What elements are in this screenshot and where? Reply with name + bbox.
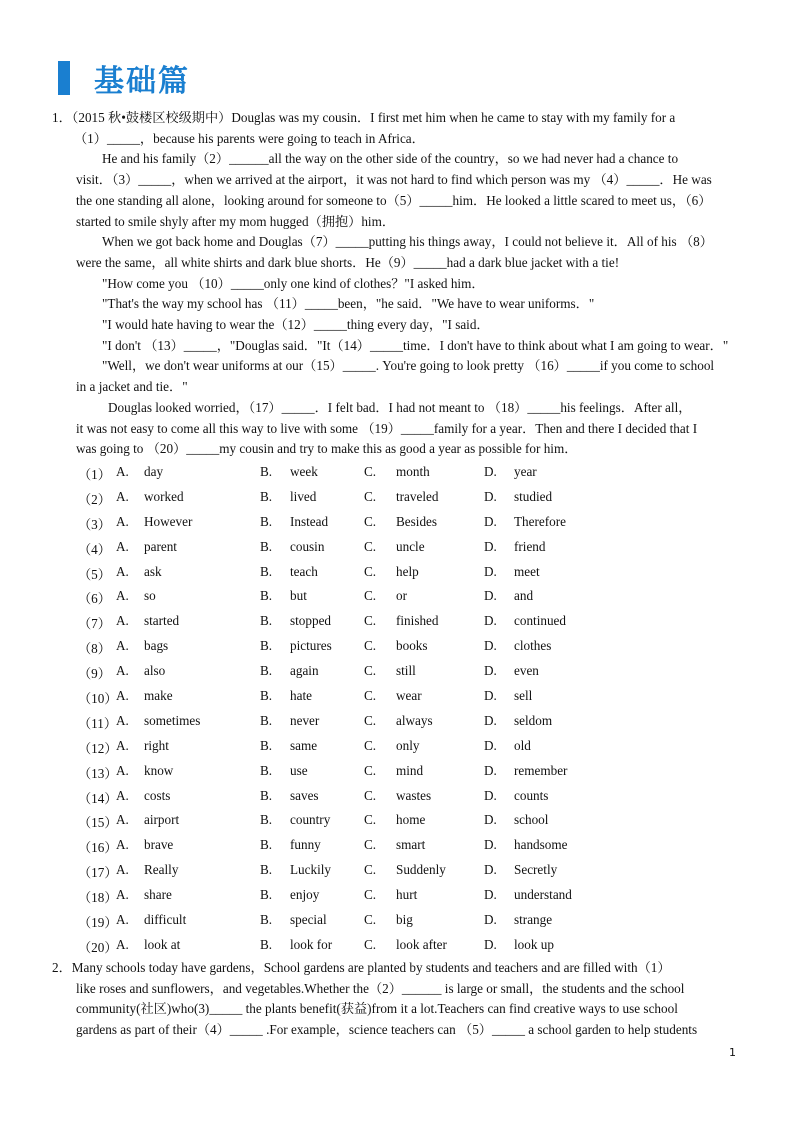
option-label-d: D.: [484, 488, 497, 504]
option-d: look up: [514, 936, 554, 952]
option-label-b: B.: [260, 912, 273, 928]
option-label-d: D.: [484, 663, 497, 679]
option-label-b: B.: [260, 638, 273, 654]
option-label-b: B.: [260, 862, 273, 878]
option-a: so: [144, 588, 156, 604]
option-label-d: D.: [484, 887, 497, 903]
option-label-a: A.: [116, 464, 129, 479]
option-label-b: B.: [260, 588, 273, 604]
option-d: friend: [514, 538, 546, 554]
option-row: [78, 588, 738, 613]
option-label-a: A.: [116, 638, 129, 654]
option-label-b: B.: [260, 663, 273, 679]
option-label-b: B.: [260, 737, 273, 753]
option-d: seldom: [514, 712, 553, 728]
option-number: （18）: [78, 890, 118, 906]
option-label-a: A.: [116, 862, 129, 878]
option-c: look after: [396, 936, 447, 952]
option-label-d: D.: [484, 513, 497, 529]
option-a: costs: [144, 787, 171, 803]
option-label-c: C.: [364, 862, 377, 878]
option-number: （8）: [78, 641, 111, 657]
option-label-a: A.: [116, 563, 129, 579]
option-row: [78, 763, 738, 788]
option-a: make: [144, 688, 173, 704]
option-row: [78, 738, 738, 763]
option-b: never: [290, 712, 320, 728]
q1-line-5: started to smile shyly after my mom hugged（拥抱）him．: [76, 213, 396, 229]
option-number: （20）: [78, 939, 118, 955]
option-c: mind: [396, 762, 424, 778]
option-number: （5）: [78, 566, 111, 582]
option-a: difficult: [144, 912, 187, 928]
option-number: （1）: [78, 467, 111, 482]
option-number: （4）: [78, 541, 111, 557]
q1-line-15: it was not easy to come all this way to live with some （19）_____family for a year．Then and there I decided that I: [76, 420, 698, 436]
option-a: also: [144, 663, 166, 679]
option-d: handsome: [514, 837, 568, 853]
option-b: week: [290, 464, 318, 479]
option-label-d: D.: [484, 862, 497, 878]
q1-line-12: "Well，we don't wear uniforms at our（15）_____. You're going to look pretty （16）_____if you come to school: [102, 358, 715, 374]
option-label-c: C.: [364, 488, 377, 504]
option-label-d: D.: [484, 563, 497, 579]
option-d: Therefore: [514, 513, 566, 529]
option-number: （14）: [78, 790, 118, 806]
option-row: [78, 837, 738, 862]
option-c: uncle: [396, 538, 425, 554]
q1-line-4: the one standing all alone，looking around for someone to（5）_____him．He looked a little scared to meet us，（6）: [76, 192, 712, 208]
option-row: [78, 514, 738, 539]
option-label-d: D.: [484, 688, 497, 704]
option-b: cousin: [290, 538, 325, 554]
option-label-b: B.: [260, 513, 273, 529]
option-b: lived: [290, 488, 317, 504]
q1-line-7: were the same，all white shirts and dark blue shorts．He（9）_____had a dark blue jacket with a tie!: [76, 254, 620, 270]
option-label-b: B.: [260, 613, 273, 629]
option-label-c: C.: [364, 688, 377, 704]
option-c: Besides: [396, 513, 438, 529]
option-label-c: C.: [364, 712, 377, 728]
option-a: brave: [144, 837, 174, 853]
option-d: old: [514, 737, 531, 753]
option-row: [78, 887, 738, 912]
option-c: still: [396, 663, 416, 679]
q1-line-1: （1）_____，because his parents were going to teach in Africa．: [74, 130, 425, 146]
option-label-b: B.: [260, 464, 273, 479]
option-label-a: A.: [116, 513, 129, 529]
option-a: bags: [144, 638, 169, 654]
option-label-c: C.: [364, 936, 377, 952]
option-row: [78, 613, 738, 638]
option-label-d: D.: [484, 538, 497, 554]
option-label-b: B.: [260, 812, 273, 828]
option-b: hate: [290, 688, 312, 704]
option-label-a: A.: [116, 936, 129, 952]
option-label-d: D.: [484, 787, 497, 803]
option-label-c: C.: [364, 464, 377, 479]
option-label-d: D.: [484, 464, 497, 479]
option-c: or: [396, 588, 407, 604]
option-label-d: D.: [484, 762, 497, 778]
option-c: wastes: [396, 787, 432, 803]
option-label-b: B.: [260, 688, 273, 704]
option-label-b: B.: [260, 488, 273, 504]
option-c: books: [396, 638, 428, 654]
option-b: but: [290, 588, 307, 604]
option-b: Luckily: [290, 862, 332, 878]
option-c: home: [396, 812, 426, 828]
option-label-a: A.: [116, 837, 129, 853]
option-row: [78, 713, 738, 738]
option-c: big: [396, 912, 413, 928]
q1-line-11: "I don't （13）_____，"Douglas said．"It（14）_____time．I don't have to think about what I am going to wear．": [102, 337, 729, 353]
option-label-d: D.: [484, 588, 497, 604]
option-row: [78, 663, 738, 688]
option-label-c: C.: [364, 588, 377, 604]
q1-options: [78, 464, 738, 962]
option-label-d: D.: [484, 613, 497, 629]
option-label-b: B.: [260, 538, 273, 554]
option-label-d: D.: [484, 737, 497, 753]
option-label-c: C.: [364, 812, 377, 828]
option-label-a: A.: [116, 712, 129, 728]
option-number: （9）: [78, 666, 111, 682]
option-c: hurt: [396, 887, 418, 903]
option-label-c: C.: [364, 737, 377, 753]
option-d: sell: [514, 688, 533, 704]
option-a: sometimes: [144, 712, 201, 728]
option-d: remember: [514, 762, 568, 778]
q1-line-14: Douglas looked worried，（17）_____．I felt bad．I had not meant to （18）_____his feelings．After all，: [108, 399, 692, 415]
option-c: only: [396, 737, 420, 753]
option-label-c: C.: [364, 912, 377, 928]
option-c: Suddenly: [396, 862, 446, 878]
option-label-b: B.: [260, 787, 273, 803]
option-label-d: D.: [484, 812, 497, 828]
option-label-c: C.: [364, 837, 377, 853]
q2-passage: [52, 958, 740, 1041]
q1-line-13: in a jacket and tie．": [76, 379, 188, 395]
option-b: pictures: [290, 638, 332, 654]
option-label-a: A.: [116, 663, 129, 679]
option-row: [78, 464, 738, 489]
option-label-c: C.: [364, 762, 377, 778]
option-row: [78, 489, 738, 514]
option-a: However: [144, 513, 193, 529]
option-a: parent: [144, 538, 177, 554]
option-label-d: D.: [484, 936, 497, 952]
option-row: [78, 788, 738, 813]
option-b: country: [290, 812, 331, 828]
option-label-c: C.: [364, 638, 377, 654]
option-a: right: [144, 737, 169, 753]
option-label-a: A.: [116, 613, 129, 629]
option-label-d: D.: [484, 712, 497, 728]
option-d: studied: [514, 488, 553, 504]
option-label-c: C.: [364, 887, 377, 903]
option-c: help: [396, 563, 419, 579]
option-label-d: D.: [484, 638, 497, 654]
q1-line-6: When we got back home and Douglas（7）_____putting his things away，I could not believe it．All of his （8）: [102, 234, 713, 250]
option-label-a: A.: [116, 787, 129, 803]
option-d: Secretly: [514, 862, 558, 878]
option-label-a: A.: [116, 688, 129, 704]
option-label-b: B.: [260, 712, 273, 728]
option-d: and: [514, 588, 534, 604]
q1-line-0: （2015 秋•鼓楼区校级期中）Douglas was my cousin．I first met him when he came to stay with my family for a: [71, 110, 676, 125]
option-number: （11）: [78, 715, 118, 731]
option-b: stopped: [290, 613, 332, 629]
option-a: worked: [144, 488, 184, 504]
option-d: clothes: [514, 638, 552, 654]
option-b: again: [290, 663, 319, 679]
option-d: understand: [514, 887, 572, 903]
option-row: [78, 862, 738, 887]
q1-line-2: He and his family（2）______all the way on the other side of the country，so we had never had a chance to: [102, 151, 679, 167]
option-b: saves: [290, 787, 319, 803]
option-label-c: C.: [364, 513, 377, 529]
option-label-a: A.: [116, 488, 129, 504]
option-label-c: C.: [364, 663, 377, 679]
q1-line-8: "How come you （10）_____only one kind of clothes？"I asked him．: [102, 275, 485, 291]
option-label-d: D.: [484, 837, 497, 853]
option-c: finished: [396, 613, 439, 629]
option-b: special: [290, 912, 327, 928]
option-d: school: [514, 812, 549, 828]
option-label-a: A.: [116, 588, 129, 604]
option-number: （16）: [78, 840, 118, 856]
option-a: started: [144, 613, 180, 629]
option-a: day: [144, 464, 164, 479]
q2-number: 2．: [52, 960, 72, 975]
option-row: [78, 539, 738, 564]
option-row: [78, 812, 738, 837]
option-b: Instead: [290, 513, 329, 529]
option-number: （17）: [78, 865, 118, 881]
option-c: smart: [396, 837, 426, 853]
option-number: （6）: [78, 591, 111, 607]
option-c: traveled: [396, 488, 439, 504]
option-label-b: B.: [260, 762, 273, 778]
option-label-c: C.: [364, 613, 377, 629]
option-d: counts: [514, 787, 549, 803]
title-text: 基础篇: [94, 64, 190, 99]
option-b: teach: [290, 563, 318, 579]
option-label-b: B.: [260, 936, 273, 952]
option-label-b: B.: [260, 887, 273, 903]
option-c: month: [396, 464, 430, 479]
option-row: [78, 638, 738, 663]
option-b: look for: [290, 936, 333, 952]
q1-number: 1．: [52, 110, 72, 125]
option-label-c: C.: [364, 787, 377, 803]
option-row: [78, 564, 738, 589]
option-row: [78, 688, 738, 713]
option-label-c: C.: [364, 563, 377, 579]
q2-line-1: like roses and sunflowers，and vegetables.Whether the（2）______ is large or small，the students and the school: [76, 980, 685, 996]
option-number: （19）: [78, 915, 118, 931]
option-label-b: B.: [260, 563, 273, 579]
title-accent-bar: [58, 61, 70, 95]
option-label-a: A.: [116, 538, 129, 554]
option-label-a: A.: [116, 887, 129, 903]
q2-line-3: gardens as part of their（4）_____ .For example，science teachers can （5）_____ a school garden to help students: [76, 1022, 698, 1038]
option-number: （3）: [78, 516, 111, 532]
option-a: look at: [144, 936, 181, 952]
q2-line-2: community(社区)who(3)_____ the plants benefit(获益)from it a lot.Teachers can find creative ways to use school: [76, 1001, 678, 1017]
option-label-b: B.: [260, 837, 273, 853]
option-c: wear: [396, 688, 422, 704]
option-a: share: [144, 887, 172, 903]
option-a: ask: [144, 563, 162, 579]
option-label-c: C.: [364, 538, 377, 554]
option-a: airport: [144, 812, 180, 828]
option-label-a: A.: [116, 812, 129, 828]
option-d: meet: [514, 563, 540, 579]
option-label-d: D.: [484, 912, 497, 928]
option-c: always: [396, 712, 433, 728]
option-row: [78, 912, 738, 937]
option-number: （13）: [78, 765, 118, 781]
option-label-a: A.: [116, 762, 129, 778]
option-d: year: [514, 464, 537, 479]
page-title: [58, 58, 190, 98]
q1-line-9: "That's the way my school has （11）_____been，"he said．"We have to wear uniforms．": [102, 296, 595, 312]
option-b: same: [290, 737, 318, 753]
option-d: continued: [514, 613, 567, 629]
option-a: Really: [144, 862, 179, 878]
option-number: （15）: [78, 815, 118, 831]
q1-line-3: visit．（3）_____，when we arrived at the airport，it was not hard to find which person was my （4）_____．He was: [76, 172, 712, 188]
page-number: 1: [729, 1046, 736, 1059]
option-b: funny: [290, 837, 321, 853]
option-number: （10）: [78, 691, 118, 707]
option-b: use: [290, 762, 308, 778]
option-d: even: [514, 663, 539, 679]
q1-line-10: "I would hate having to wear the（12）_____thing every day，"I said．: [102, 317, 490, 333]
option-a: know: [144, 762, 174, 778]
option-label-a: A.: [116, 737, 129, 753]
q1-passage: [52, 108, 740, 460]
option-number: （12）: [78, 740, 118, 756]
option-label-a: A.: [116, 912, 129, 928]
option-number: （7）: [78, 616, 111, 632]
q2-line-0: Many schools today have gardens，School gardens are planted by students and teachers and are filled with（1）: [71, 960, 671, 975]
option-b: enjoy: [290, 887, 320, 903]
q1-line-16: was going to （20）_____my cousin and try to make this as good a year as possible for him．: [76, 441, 578, 457]
option-number: （2）: [78, 491, 111, 507]
option-d: strange: [514, 912, 553, 928]
